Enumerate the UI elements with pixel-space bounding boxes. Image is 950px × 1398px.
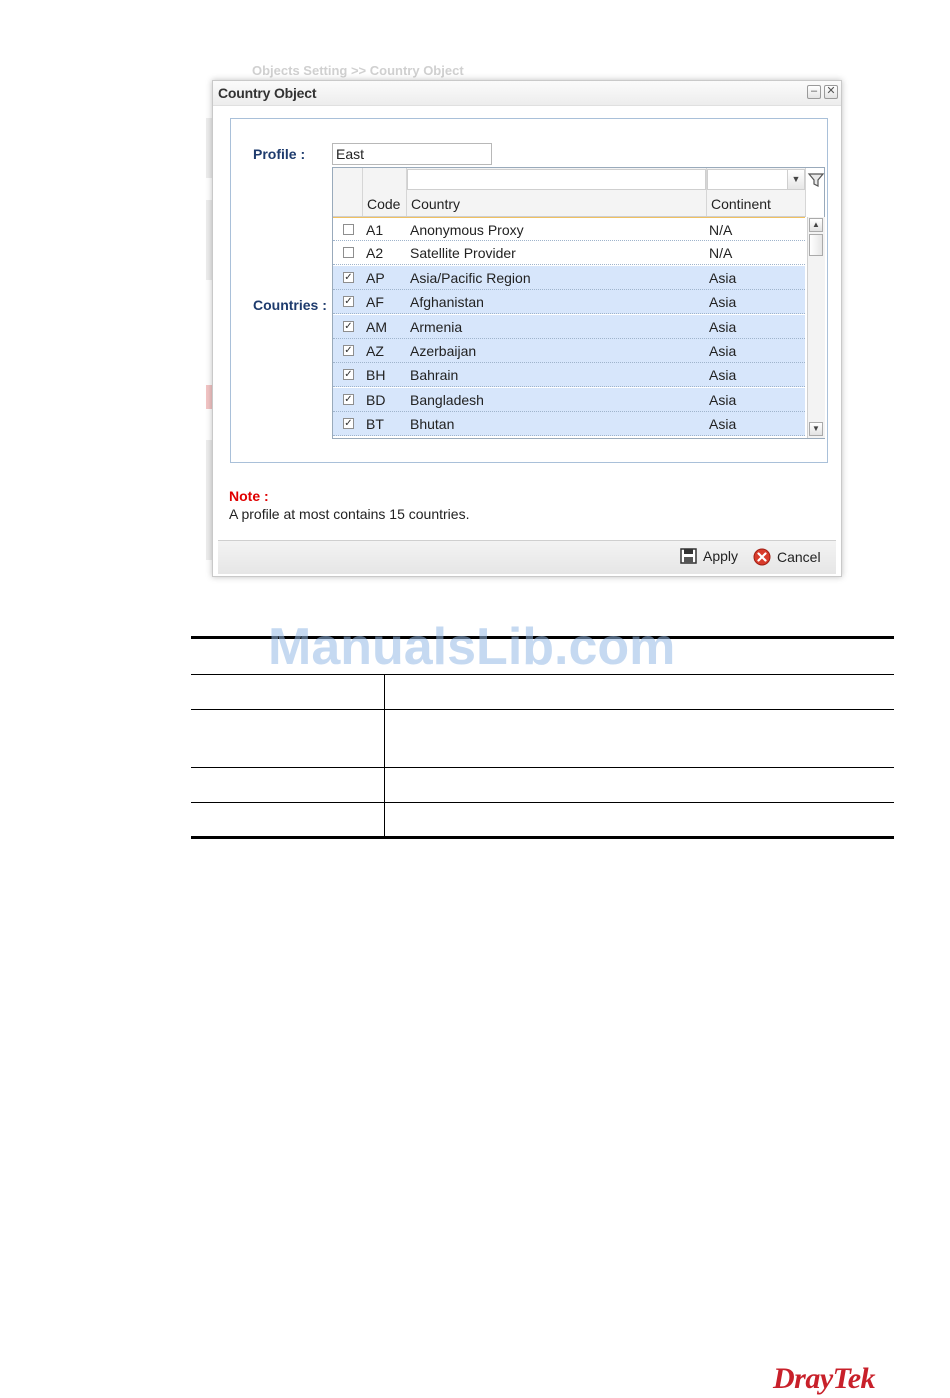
row-checkbox[interactable]: ✓: [344, 369, 353, 381]
table-row[interactable]: [333, 315, 805, 339]
note-text: A profile at most contains 15 countries.: [229, 506, 470, 522]
minimize-icon[interactable]: –: [807, 85, 821, 99]
dialog-titlebar[interactable]: [213, 81, 841, 106]
countries-label: Countries :: [253, 297, 327, 313]
code-cell: A1: [366, 222, 384, 238]
apply-button[interactable]: [680, 548, 738, 564]
country-cell: Azerbaijan: [410, 343, 477, 359]
row-checkbox[interactable]: ✓: [344, 393, 353, 405]
background-breadcrumb: Objects Setting >> Country Object: [252, 63, 464, 78]
continent-cell: Asia: [709, 416, 737, 433]
close-icon[interactable]: ✕: [824, 85, 838, 99]
continent-cell: Asia: [709, 367, 737, 384]
country-cell: Bhutan: [410, 416, 455, 433]
table-row[interactable]: [333, 339, 805, 363]
dialog-title: Country Object: [218, 85, 317, 101]
row-checkbox[interactable]: ✓: [344, 271, 353, 283]
chevron-down-icon[interactable]: ▼: [787, 170, 804, 189]
country-object-dialog: [212, 80, 842, 577]
continent-cell: Asia: [709, 343, 737, 359]
country-header-label: Country: [411, 196, 461, 212]
countries-grid: [332, 167, 825, 439]
code-cell: AM: [366, 318, 387, 335]
column-header-code[interactable]: [363, 168, 407, 216]
continent-cell: Asia: [709, 391, 737, 408]
row-checkbox[interactable]: ✓: [344, 296, 353, 308]
grid-scrollbar[interactable]: [807, 217, 825, 438]
profile-input[interactable]: East: [332, 143, 492, 165]
brand-logo: DrayTek: [773, 1362, 876, 1395]
continent-cell: Asia: [709, 294, 737, 311]
table-row[interactable]: [333, 266, 805, 290]
row-checkbox[interactable]: ✓: [344, 418, 353, 430]
table-row[interactable]: [333, 412, 805, 436]
table-row[interactable]: [333, 241, 805, 265]
cancel-label: Cancel: [777, 549, 821, 565]
code-cell: A2: [366, 245, 384, 262]
profile-label: Profile :: [253, 146, 306, 162]
continent-cell: N/A: [709, 222, 733, 238]
table-row[interactable]: [333, 363, 805, 387]
continent-filter-select[interactable]: [707, 169, 805, 190]
grid-header: [333, 168, 806, 217]
row-checkbox[interactable]: ✓: [344, 320, 353, 332]
cancel-icon: [753, 548, 771, 566]
table-rule: [191, 709, 894, 710]
filter-icon[interactable]: [807, 171, 825, 189]
code-cell: BT: [366, 416, 384, 433]
row-checkbox[interactable]: [343, 224, 354, 235]
row-checkbox[interactable]: ✓: [344, 345, 353, 356]
table-rule: [191, 767, 894, 768]
scroll-thumb[interactable]: [809, 234, 823, 256]
continent-cell: Asia: [709, 318, 737, 335]
continent-cell: Asia: [709, 269, 737, 286]
country-cell: Asia/Pacific Region: [410, 269, 531, 286]
country-cell: Bangladesh: [410, 391, 484, 408]
country-cell: Anonymous Proxy: [410, 222, 524, 238]
save-icon: [680, 548, 697, 564]
table-row[interactable]: [333, 388, 805, 412]
code-cell: AF: [366, 294, 384, 311]
scroll-down-icon[interactable]: ▼: [809, 422, 823, 436]
watermark: ManualsLib.com: [268, 618, 676, 676]
scroll-up-icon[interactable]: ▲: [809, 218, 823, 232]
country-filter-input[interactable]: [407, 169, 706, 190]
select-all-column[interactable]: [333, 168, 363, 216]
table-column-divider: [384, 674, 385, 838]
code-cell: BD: [366, 391, 386, 408]
country-cell: Satellite Provider: [410, 245, 516, 262]
table-rule: [191, 802, 894, 803]
continent-header-label: Continent: [711, 196, 771, 212]
code-cell: AP: [366, 269, 385, 286]
cancel-button[interactable]: [753, 548, 821, 566]
code-header-label: Code: [367, 196, 401, 212]
apply-label: Apply: [703, 548, 739, 564]
note-title: Note :: [229, 488, 269, 504]
table-row[interactable]: [333, 290, 805, 314]
country-cell: Afghanistan: [410, 294, 484, 311]
dialog-footer: [218, 540, 836, 574]
table-row[interactable]: [333, 217, 805, 241]
code-cell: AZ: [366, 343, 384, 359]
profile-panel: [230, 118, 828, 463]
code-cell: BH: [366, 367, 386, 384]
table-rule: [191, 836, 894, 839]
country-cell: Armenia: [410, 318, 463, 335]
country-cell: Bahrain: [410, 367, 459, 384]
row-checkbox[interactable]: [343, 247, 354, 258]
continent-cell: N/A: [709, 245, 733, 262]
